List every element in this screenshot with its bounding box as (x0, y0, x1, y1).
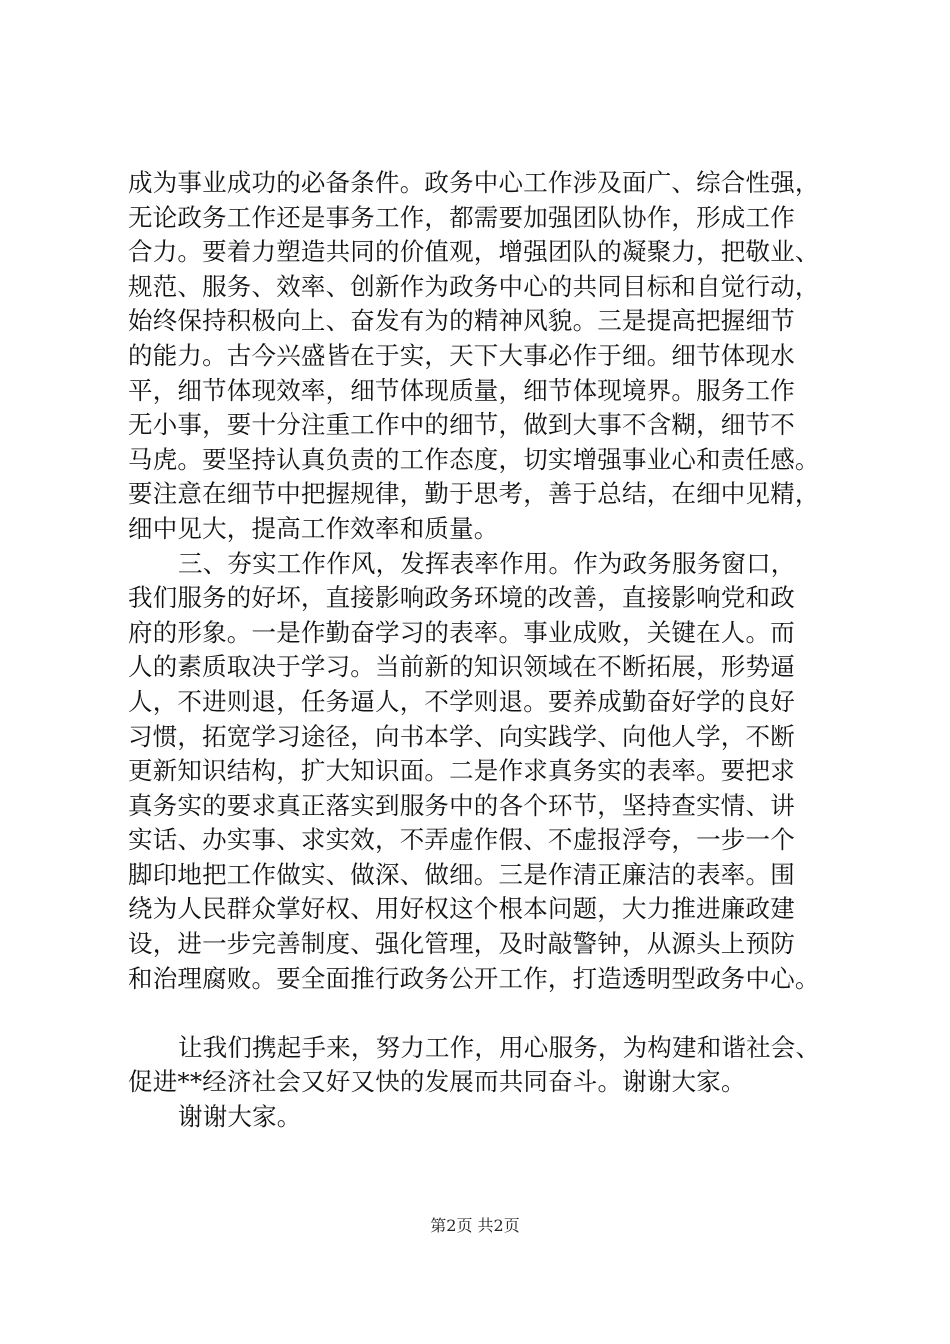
paragraph-spacer (128, 996, 848, 1031)
text-line: 合力。要着力塑造共同的价值观，增强团队的凝聚力，把敬业、 (128, 237, 820, 267)
text-line: 要注意在细节中把握规律，勤于思考，善于总结，在细中见精， (128, 479, 820, 509)
text-line: 脚印地把工作做实、做深、做细。三是作清正廉洁的表率。围 (128, 859, 795, 889)
paragraph-2 (128, 547, 848, 997)
text-line: 设，进一步完善制度、强化管理，及时敲警钟，从源头上预防 (128, 929, 795, 959)
text-line: 让我们携起手来，努力工作，用心服务，为构建和谐社会、 (178, 1032, 821, 1062)
text-line: 促进**经济社会又好又快的发展而共同奋斗。谢谢大家。 (128, 1067, 746, 1097)
text-line: 细中见大，提高工作效率和质量。 (128, 513, 499, 543)
text-line: 人的素质取决于学习。当前新的知识领域在不断拓展，形势逼 (128, 652, 795, 682)
text-line: 更新知识结构，扩大知识面。二是作求真务实的表率。要把求 (128, 756, 795, 786)
text-line: 实话、办实事、求实效，不弄虚作假、不虚报浮夸，一步一个 (128, 825, 795, 855)
paragraph-4 (128, 1100, 848, 1135)
page-number-label: 第2页 共2页 (430, 1216, 520, 1235)
page-footer (0, 1216, 950, 1236)
text-line: 成为事业成功的必备条件。政务中心工作涉及面广、综合性强， (128, 168, 820, 197)
text-line: 始终保持积极向上、奋发有为的精神风貌。三是提高把握细节 (128, 306, 795, 336)
paragraph-3 (128, 1031, 848, 1100)
text-line: 真务实的要求真正落实到服务中的各个环节，坚持查实情、讲 (128, 790, 795, 820)
text-line: 府的形象。一是作勤奋学习的表率。事业成败，关键在人。而 (128, 617, 795, 647)
text-line: 习惯，拓宽学习途径，向书本学、向实践学、向他人学，不断 (128, 721, 795, 751)
text-line: 无小事，要十分注重工作中的细节，做到大事不含糊，细节不 (128, 410, 795, 440)
text-line: 规范、服务、效率、创新作为政务中心的共同目标和自觉行动， (128, 271, 820, 301)
text-line: 人，不进则退，任务逼人，不学则退。要养成勤奋好学的良好 (128, 686, 795, 716)
document-body (128, 166, 848, 1135)
text-line: 马虎。要坚持认真负责的工作态度，切实增强事业心和责任感。 (128, 444, 820, 474)
text-line: 三、夯实工作作风，发挥表率作用。作为政务服务窗口， (178, 548, 796, 578)
text-line: 平，细节体现效率，细节体现质量，细节体现境界。服务工作 (128, 375, 795, 405)
text-line: 和治理腐败。要全面推行政务公开工作，打造透明型政务中心。 (128, 963, 820, 993)
text-line: 谢谢大家。 (178, 1102, 302, 1132)
text-line: 我们服务的好坏，直接影响政务环境的改善，直接影响党和政 (128, 583, 795, 613)
paragraph-1 (128, 166, 848, 547)
text-line: 的能力。古今兴盛皆在于实，天下大事必作于细。细节体现水 (128, 340, 795, 370)
text-line: 无论政务工作还是事务工作，都需要加强团队协作，形成工作 (128, 202, 795, 232)
text-line: 绕为人民群众掌好权、用好权这个根本问题，大力推进廉政建 (128, 894, 795, 924)
